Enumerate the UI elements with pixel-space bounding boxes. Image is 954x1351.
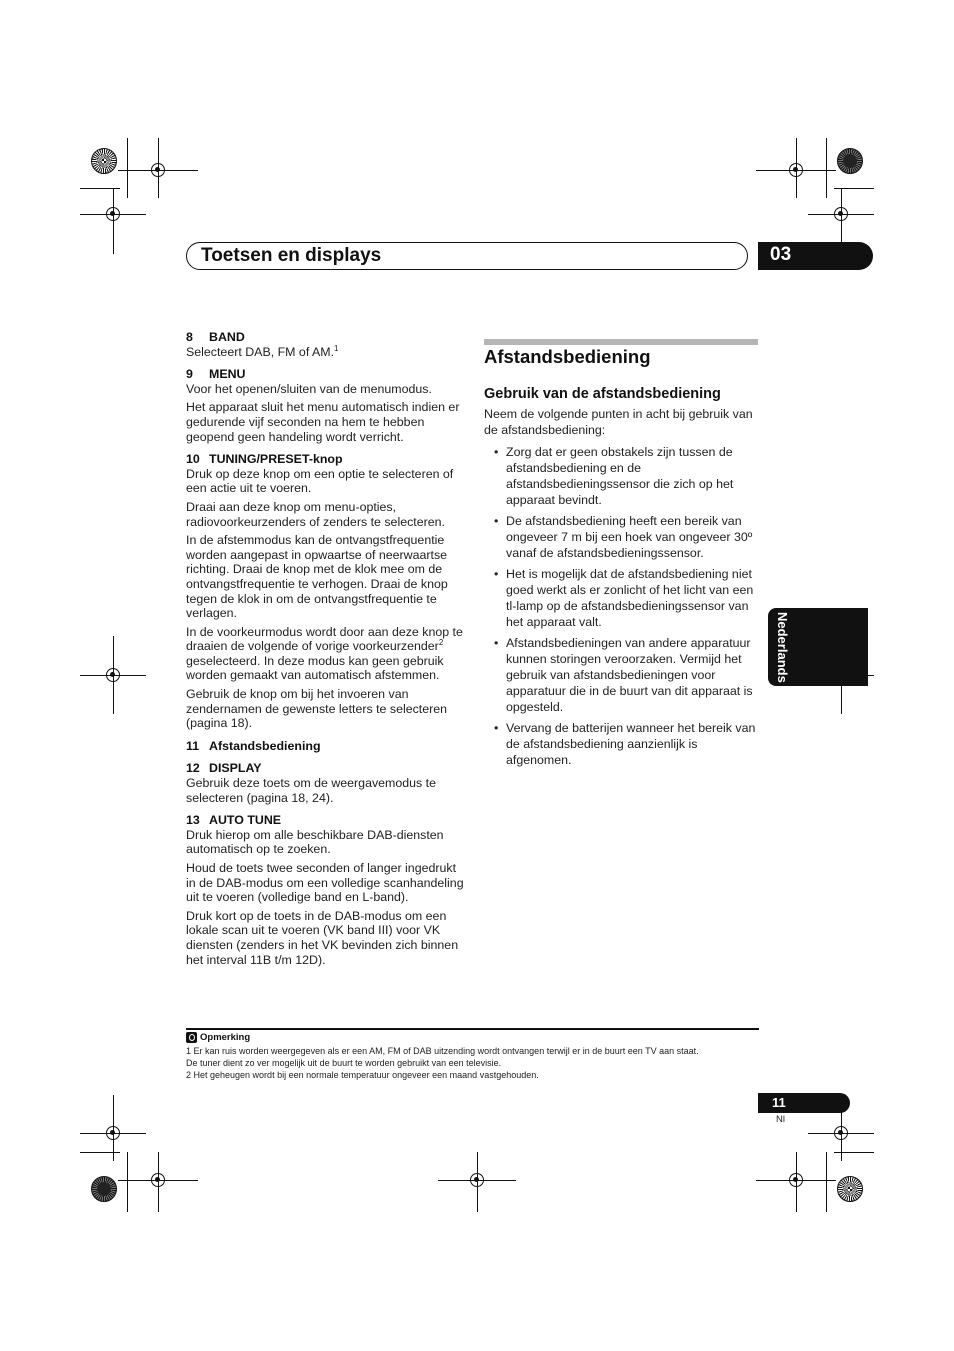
- bullet-icon: •: [494, 514, 499, 528]
- item-paragraph: [186, 625, 466, 683]
- crop-line: [834, 1152, 874, 1153]
- intro-text: Neem de volgende punten in acht bij gebruik van de afstandsbediening:: [484, 407, 753, 437]
- color-wheel-icon: [837, 1176, 863, 1202]
- item-number: 13: [186, 813, 200, 828]
- chapter-title: Toetsen en displays: [201, 245, 382, 266]
- note-icon: [186, 1032, 197, 1043]
- paragraph-text: Gebruik deze toets om de weergavemodus te selecteren (pagina 18, 24).: [186, 776, 437, 805]
- item-label: Afstandsbediening: [209, 738, 321, 753]
- chapter-number: 03: [758, 242, 873, 270]
- item-heading: [186, 330, 466, 345]
- list-item: [484, 566, 758, 630]
- footnote-ref: 1: [334, 343, 339, 353]
- bullet-list: [484, 444, 758, 768]
- page-number: 11: [758, 1093, 850, 1113]
- list-item: [484, 635, 758, 715]
- item-paragraph: [186, 687, 466, 731]
- bullet-icon: •: [494, 567, 499, 581]
- item-number: 11: [186, 738, 200, 753]
- footnote-heading: [186, 1032, 250, 1043]
- crop-line: [113, 636, 114, 714]
- item-paragraph: [186, 909, 466, 967]
- chapter-title-box: [186, 242, 748, 270]
- section-title: Afstandsbediening: [484, 346, 651, 367]
- item-heading: [186, 452, 466, 467]
- footnote-ref: 2: [438, 638, 444, 648]
- item-number: 9: [186, 367, 193, 382]
- item-paragraph: [186, 776, 466, 805]
- crop-line: [113, 188, 114, 254]
- paragraph-text-cont: geselecteerd. In deze modus kan geen gebruik worden gemaakt van automatisch afstemmen.: [186, 653, 444, 683]
- paragraph-text: Draai aan deze knop om menu-opties, radiovoorkeurzenders of zenders te selecteren.: [186, 499, 445, 529]
- paragraph-text: Druk hierop om alle beschikbare DAB-diensten automatisch op te zoeken.: [186, 827, 444, 857]
- item-label: MENU: [209, 367, 246, 382]
- item-label: AUTO TUNE: [209, 813, 282, 828]
- language-tab: [768, 608, 868, 686]
- color-wheel-icon: [837, 148, 863, 174]
- crop-line: [796, 138, 797, 198]
- crop-line: [826, 1152, 827, 1212]
- list-item-text: Afstandsbedieningen van andere apparatuur kunnen storingen veroorzaken. Vermijd het gebruik van afstandsbedieningen voor apparatuur die in de buurt van dit apparaat is opgesteld.: [506, 636, 753, 714]
- paragraph-text: In de voorkeurmodus wordt door aan deze knop te draaien de volgende of vorige voorkeurzender: [186, 624, 463, 654]
- bullet-icon: •: [494, 721, 499, 735]
- footnote-heading-text: Opmerking: [200, 1032, 251, 1044]
- crop-line: [127, 138, 128, 198]
- footnote-1-cont: De tuner dient zo ver mogelijk uit de buurt te worden gebruikt van een televisie.: [186, 1058, 502, 1068]
- item-paragraph: [186, 467, 466, 496]
- crop-line: [80, 1152, 120, 1153]
- crop-line: [796, 1152, 797, 1212]
- paragraph-text: Selecteert DAB, FM of AM.: [186, 344, 335, 359]
- color-wheel-icon: [91, 148, 117, 174]
- footnote-rule: [186, 1028, 759, 1030]
- item-paragraph: [186, 382, 466, 397]
- footnote-2: 2 Het geheugen wordt bij een normale temperatuur ongeveer een maand vastgehouden.: [186, 1070, 539, 1080]
- item-heading: [186, 761, 466, 776]
- list-item-text: Zorg dat er geen obstakels zijn tussen de afstandsbediening en de afstandsbedieningssensor die zich op het apparaat bevindt.: [506, 445, 734, 507]
- item-paragraph: [186, 500, 466, 529]
- color-wheel-icon: [91, 1176, 117, 1202]
- item-label: TUNING/PRESET-knop: [209, 452, 343, 467]
- list-item: [484, 720, 758, 768]
- item-heading: [186, 739, 466, 754]
- paragraph-text: Houd de toets twee seconden of langer ingedrukt in de DAB-modus om een volledige scanhandeling uit te voeren (volledige band en L-band).: [186, 861, 464, 905]
- footnote-1: 1 Er kan ruis worden weergegeven als er een AM, FM of DAB uitzending wordt ontvangen terwijl er in de buurt een TV aan staat.: [186, 1046, 699, 1056]
- page-language-code: Nl: [776, 1114, 785, 1125]
- sub-title: Gebruik van de afstandsbediening: [484, 386, 721, 402]
- paragraph-text: Gebruik de knop om bij het invoeren van zendernamen de gewenste letters te selecteren (pagina 18).: [186, 687, 448, 731]
- list-item-text: Vervang de batterijen wanneer het bereik van de afstandsbediening aanzienlijk is afgenomen.: [506, 721, 756, 767]
- paragraph-text: Druk kort op de toets in de DAB-modus om een lokale scan uit te voeren (VK band III) voor VK diensten (zenders in het VK bevinden zich binnen het interval 11B t/m 12D).: [186, 908, 459, 967]
- list-item: [484, 444, 758, 508]
- crop-line: [80, 188, 120, 189]
- paragraph-text: In de afstemmodus kan de ontvangstfrequentie worden aangepast in opwaartse of neerwaartse richting. Draai de knop met de klok mee om de ontvangstfrequentie te verhogen. Draai de knop tegen de klok in om de ontvangstfrequentie te verlagen.: [186, 533, 448, 621]
- item-number: 8: [186, 330, 193, 344]
- paragraph-text: Druk op deze knop om een optie te selecteren of een actie uit te voeren.: [186, 466, 454, 496]
- list-item-text: Het is mogelijk dat de afstandsbediening niet goed werkt als er zonlicht of het licht van een tl-lamp op de afstandsbedieningssensor van het apparaat valt.: [506, 567, 754, 629]
- item-label: BAND: [209, 330, 245, 344]
- item-paragraph: [186, 828, 466, 857]
- crop-line: [834, 188, 874, 189]
- paragraph-text: Het apparaat sluit het menu automatisch indien er gedurende vijf seconden na hem te hebben geopend geen handeling wordt verricht.: [186, 400, 460, 444]
- crop-line: [477, 1152, 478, 1212]
- crop-line: [826, 138, 827, 198]
- bullet-icon: •: [494, 445, 499, 459]
- item-heading: [186, 813, 466, 828]
- item-heading: [186, 367, 466, 382]
- item-number: 10: [186, 452, 200, 467]
- item-label: DISPLAY: [209, 761, 262, 776]
- language-tab-label: Nederlands: [775, 612, 790, 683]
- list-item-text: De afstandsbediening heeft een bereik van ongeveer 7 m bij een hoek van ongeveer 30º vanaf de afstandsbedieningssensor.: [506, 514, 753, 560]
- list-item: [484, 513, 758, 561]
- crop-line: [158, 138, 159, 198]
- item-paragraph: [186, 861, 466, 905]
- item-paragraph: [186, 400, 466, 444]
- right-column: [484, 406, 758, 773]
- paragraph-text: Voor het openen/sluiten van de menumodus.: [186, 381, 432, 396]
- section-rule: [484, 339, 758, 345]
- bullet-icon: •: [494, 636, 499, 650]
- item-number: 12: [186, 761, 200, 776]
- crop-line: [127, 1152, 128, 1212]
- item-paragraph: [186, 345, 466, 360]
- item-paragraph: [186, 533, 466, 621]
- left-column: [186, 330, 466, 971]
- crop-line: [158, 1152, 159, 1212]
